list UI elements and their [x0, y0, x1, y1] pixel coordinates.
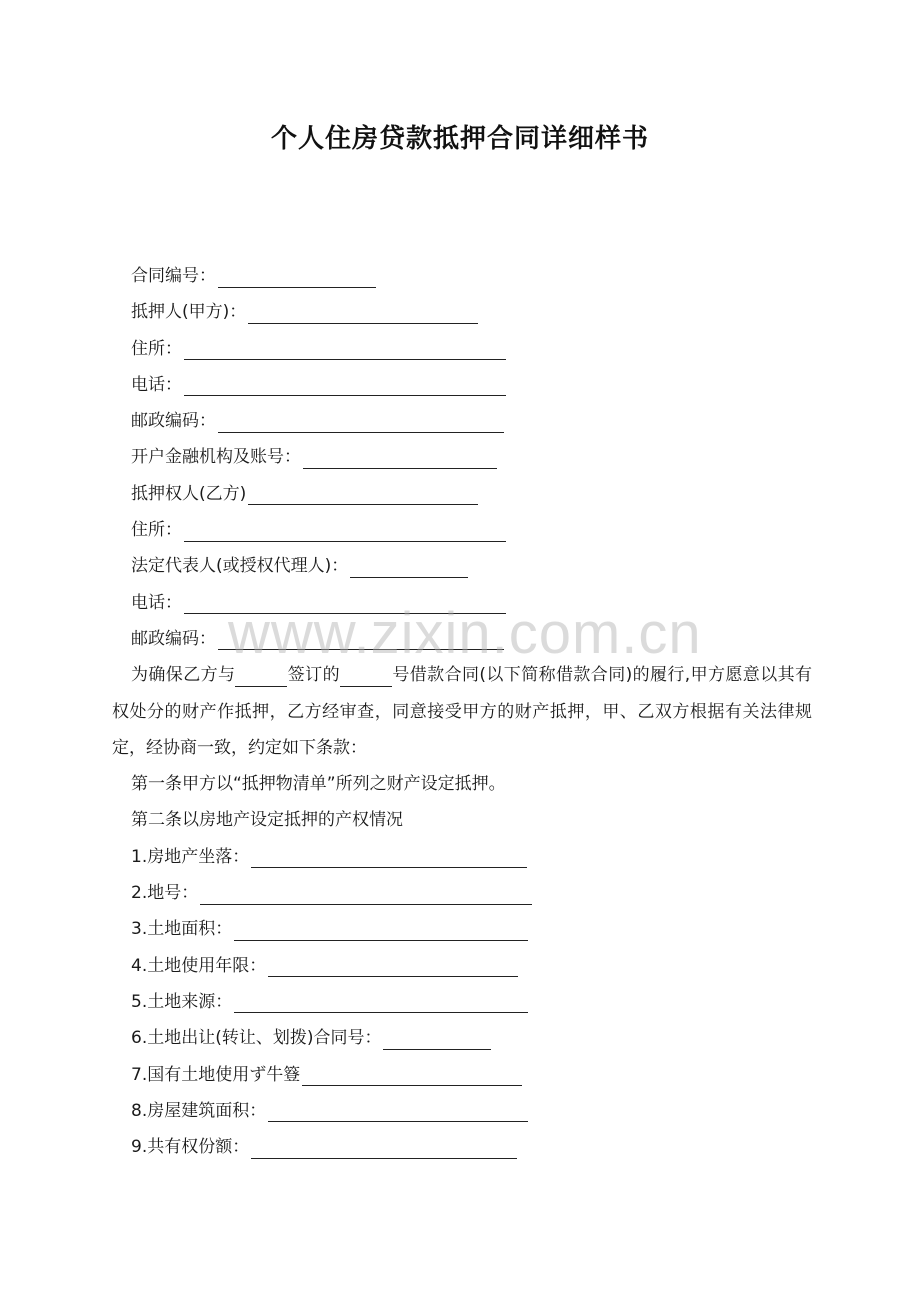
item-label: 2.地号：	[131, 883, 199, 904]
intro-text: 号借款合同(以下简称借款合同)的履行,甲方愿意以其有权处分的财产作抵押，乙方经审查，同意接受甲方的财产抵押，甲、乙双方根据有关法律规定，经协商一致，约定如下条款：	[112, 665, 812, 758]
field-label: 住所：	[131, 338, 182, 359]
article-2: 第二条以房地产设定抵押的产权情况	[131, 810, 403, 831]
field-label: 抵押权人(乙方)	[131, 483, 247, 504]
fill-blank	[218, 410, 504, 433]
field-label: 抵押人(甲方)：	[131, 302, 247, 323]
fill-blank	[268, 954, 518, 977]
intro-paragraph	[112, 657, 812, 766]
fill-blank	[303, 446, 497, 469]
item-land-certificate	[112, 1057, 812, 1093]
field-mortgagee-address	[112, 512, 812, 548]
item-co-ownership	[112, 1129, 812, 1165]
field-label: 开户金融机构及账号：	[131, 447, 301, 468]
item-label: 3.土地面积：	[131, 919, 233, 940]
field-mortgagee	[112, 476, 812, 512]
fill-blank	[383, 1027, 491, 1050]
item-label: 8.房屋建筑面积：	[131, 1100, 267, 1121]
field-label: 住所：	[131, 520, 182, 541]
document-body	[112, 258, 812, 1165]
item-label: 6.土地出让(转让、划拨)合同号：	[131, 1028, 382, 1049]
item-label: 5.土地来源：	[131, 991, 233, 1012]
field-label: 邮政编码：	[131, 411, 216, 432]
item-location	[112, 839, 812, 875]
item-label: 1.房地产坐落：	[131, 846, 250, 867]
field-legal-representative	[112, 548, 812, 584]
fill-blank	[200, 882, 532, 905]
fill-blank	[235, 664, 287, 687]
field-label: 邮政编码：	[131, 628, 216, 649]
fill-blank	[184, 373, 506, 396]
field-label: 法定代表人(或授权代理人)：	[131, 556, 349, 577]
field-label: 电话：	[131, 592, 182, 613]
field-label: 合同编号：	[131, 266, 216, 286]
field-mortgagor-postcode	[112, 403, 812, 439]
fill-blank	[251, 845, 527, 868]
fill-blank	[302, 1063, 522, 1086]
fill-blank	[251, 1136, 517, 1159]
fill-blank	[234, 990, 528, 1013]
item-label: 4.土地使用年限：	[131, 955, 267, 976]
fill-blank	[184, 337, 506, 360]
field-mortgagor-phone	[112, 367, 812, 403]
fill-blank	[248, 482, 478, 505]
item-label: 9.共有权份额：	[131, 1137, 250, 1158]
article-1: 第一条甲方以“抵押物清单”所列之财产设定抵押。	[131, 774, 506, 795]
fill-blank	[350, 555, 468, 578]
field-mortgagor-address	[112, 331, 812, 367]
item-transfer-contract	[112, 1020, 812, 1056]
item-building-area	[112, 1093, 812, 1129]
item-land-area	[112, 911, 812, 947]
intro-text: 为确保乙方与	[131, 665, 236, 686]
field-mortgagor	[112, 294, 812, 330]
field-label: 电话：	[131, 374, 182, 395]
fill-blank	[268, 1099, 528, 1122]
field-mortgagee-postcode	[112, 621, 812, 657]
fill-blank	[340, 664, 392, 687]
fill-blank	[248, 301, 478, 324]
fill-blank	[218, 627, 504, 650]
fill-blank	[184, 591, 506, 614]
item-land-source	[112, 984, 812, 1020]
document-title: 个人住房贷款抵押合同详细样书	[270, 124, 649, 154]
field-bank-account	[112, 439, 812, 475]
field-contract-number	[112, 258, 812, 294]
fill-blank	[184, 519, 506, 542]
watermark: www.zixin.com.cn	[228, 601, 702, 666]
field-mortgagee-phone	[112, 585, 812, 621]
item-lot-number	[112, 875, 812, 911]
item-land-term	[112, 948, 812, 984]
item-label: 7.国有土地使用ず牛簦	[131, 1064, 301, 1085]
fill-blank	[234, 918, 528, 941]
intro-text: 签订的	[287, 665, 340, 686]
fill-blank	[218, 265, 376, 288]
